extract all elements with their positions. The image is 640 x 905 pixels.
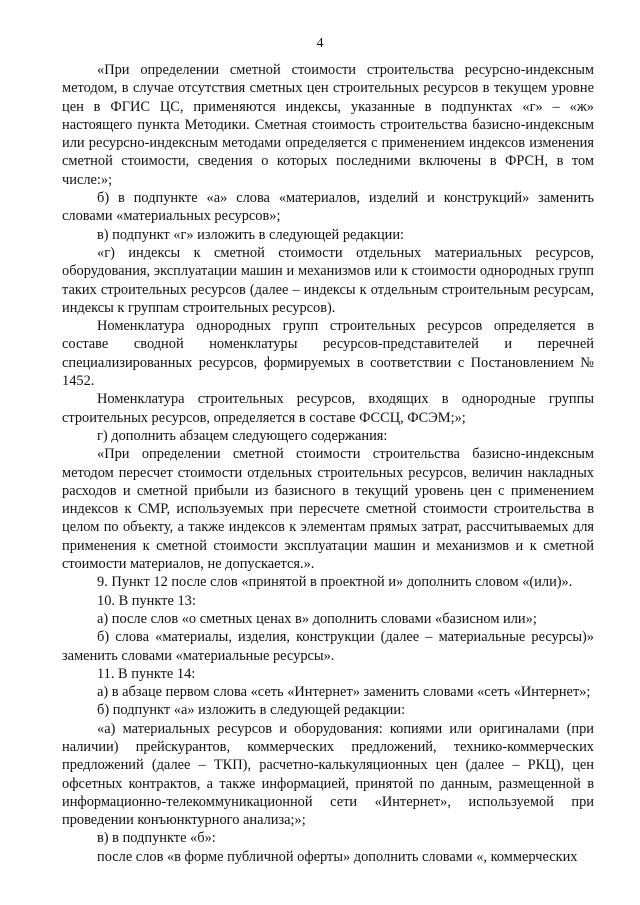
paragraph: а) в абзаце первом слова «сеть «Интернет» заменить словами «сеть «Интернет»; [97, 684, 591, 701]
paragraph: г) дополнить абзацем следующего содержания: [97, 427, 388, 444]
paragraph: 10. В пункте 13: [97, 592, 196, 609]
paragraph: б) в подпункте «а» слова «материалов, изделий и конструкций» заменить словами «материальных ресурсов»; [62, 190, 594, 225]
paragraph: «При определении сметной стоимости строительства ресурсно-индексным методом, в случае отсутствия сметных цен строительных ресурсов в текущем уровне цен в ФГИС ЦС, применяются индексы, указанные в подпунктах «г» – «ж» настоящего пункта Методики. Сметная стоимость строительства базисно-индексным или ресурсно-индексным методами определяется с применением индексов изменения сметной стоимости, сведения о которых последними включены в ФРСН, в том числе:»; [62, 62, 594, 188]
paragraph: Номенклатура строительных ресурсов, входящих в однородные группы строительных ресурсов, определяется в составе ФССЦ, ФСЭМ;»; [62, 391, 594, 426]
paragraph: 9. Пункт 12 после слов «принятой в проектной и» дополнить словом «(или)». [97, 574, 573, 591]
paragraph: «При определении сметной стоимости строительства базисно-индексным методом пересчет стоимости отдельных строительных ресурсов, величин накладных расходов и сметной прибыли из базисного в текущий уровень цен с применением индексов к СМР, используемых при пересчете сметной стоимости строительства в целом по объекту, а также индексов к элементам прямых затрат, рассчитываемых для применения к сметной стоимости эксплуатации машин и механизмов и к сметной стоимости материалов, не допускается.». [62, 446, 594, 573]
paragraph: в) подпункт «г» изложить в следующей редакции: [97, 226, 405, 243]
paragraph: в) в подпункте «б»: [97, 830, 216, 847]
page-number: 4 [316, 36, 324, 51]
paragraph: 11. В пункте 14: [97, 665, 196, 682]
paragraph: «а) материальных ресурсов и оборудования: копиями или оригиналами (при наличии) прейскурантов, коммерческих предложений, технико-коммерческих предложений (далее – ТКП), расчетно-калькуляционных цен (далее – РКЦ), цен офсетных контрактов, а также информацией, принятой по данным, размещенной в информационно-телекоммуникационной сети «Интернет», используемой при проведении конъюнктурного анализа;»; [62, 720, 594, 829]
paragraph: б) слова «материалы, изделия, конструкции (далее – материальные ресурсы)» заменить словами «материальные ресурсы». [62, 629, 594, 664]
paragraph: а) после слов «о сметных ценах в» дополнить словами «базисном или»; [97, 610, 537, 627]
document-body [62, 61, 594, 866]
paragraph: Номенклатура однородных групп строительных ресурсов определяется в составе сводной номенклатуры ресурсов-представителей и перечней специализированных ресурсов, формируемых в соответствии с Постановлением № 1452. [62, 318, 594, 390]
paragraph: после слов «в форме публичной оферты» дополнить словами «, коммерческих [97, 848, 578, 865]
paragraph: «г) индексы к сметной стоимости отдельных материальных ресурсов, оборудования, эксплуатации машин и механизмов или к стоимости однородных групп таких строительных ресурсов (далее – индексы к отдельным строительным ресурсам, индексы к группам строительных ресурсов). [62, 244, 594, 316]
paragraph: б) подпункт «а» изложить в следующей редакции: [97, 702, 406, 719]
